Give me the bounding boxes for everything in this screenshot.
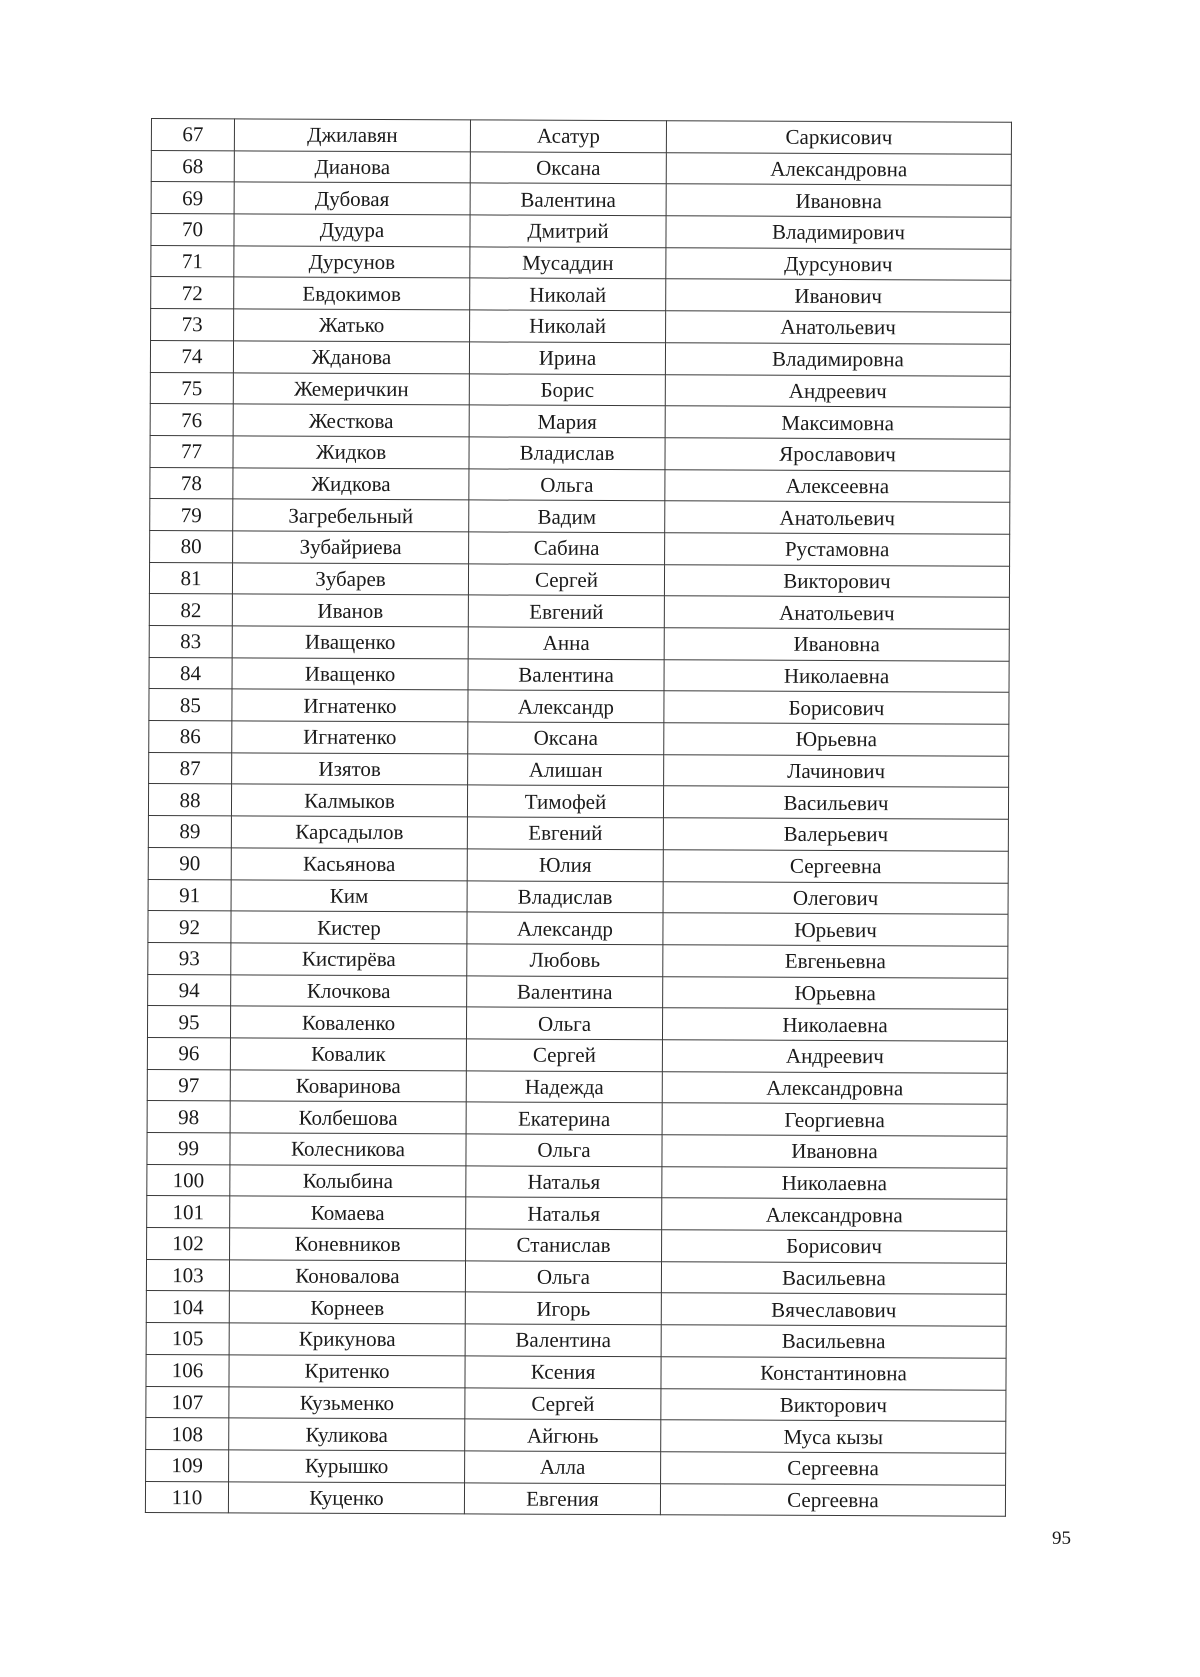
patronymic-cell: Ивановна (662, 1135, 1007, 1168)
surname-cell: Куценко (228, 1481, 464, 1514)
given-name-cell: Евгения (464, 1482, 660, 1515)
patronymic-cell: Юрьевна (663, 976, 1008, 1009)
given-name-cell: Анна (468, 627, 664, 660)
row-number-cell: 100 (147, 1164, 230, 1196)
patronymic-cell: Сергеевна (663, 850, 1008, 883)
patronymic-cell: Борисович (662, 1230, 1007, 1263)
table-row (151, 119, 1011, 154)
patronymic-cell: Сергеевна (660, 1483, 1005, 1516)
row-number-cell: 98 (147, 1101, 230, 1133)
given-name-cell: Дмитрий (470, 215, 666, 248)
patronymic-cell: Александровна (662, 1071, 1007, 1104)
row-number-cell: 88 (148, 784, 231, 816)
table-row (148, 879, 1008, 914)
given-name-cell: Мусаддин (470, 247, 666, 280)
patronymic-cell: Анатольевич (665, 501, 1010, 534)
given-name-cell: Борис (469, 373, 665, 406)
given-name-cell: Ольга (469, 468, 665, 501)
patronymic-cell: Ярославович (665, 438, 1010, 471)
surname-cell: Жидкова (233, 467, 469, 500)
table-row (146, 1354, 1006, 1389)
row-number-cell: 81 (149, 562, 232, 594)
table-row (151, 309, 1011, 344)
row-number-cell: 69 (151, 182, 234, 214)
surname-cell: Дианова (234, 151, 470, 184)
row-number-cell: 104 (146, 1291, 229, 1323)
given-name-cell: Станислав (466, 1229, 662, 1262)
surname-cell: Игнатенко (232, 689, 468, 722)
given-name-cell: Владислав (467, 880, 663, 913)
table-row (147, 1069, 1007, 1104)
surname-cell: Крикунова (229, 1323, 465, 1356)
given-name-cell: Николай (470, 310, 666, 343)
row-number-cell: 72 (151, 277, 234, 309)
patronymic-cell: Викторович (661, 1388, 1006, 1421)
patronymic-cell: Юрьевна (664, 723, 1009, 756)
row-number-cell: 76 (150, 404, 233, 436)
row-number-cell: 97 (147, 1069, 230, 1101)
given-name-cell: Евгений (468, 595, 664, 628)
surname-cell: Корнеев (229, 1291, 465, 1324)
table-row (149, 689, 1009, 724)
row-number-cell: 102 (147, 1228, 230, 1260)
table-row (150, 435, 1010, 470)
surname-cell: Дубовая (234, 182, 470, 215)
given-name-cell: Валентина (465, 1324, 661, 1357)
given-name-cell: Мария (469, 405, 665, 438)
patronymic-cell: Васильевна (661, 1261, 1006, 1294)
given-name-cell: Наталья (466, 1166, 662, 1199)
patronymic-cell: Александровна (662, 1198, 1007, 1231)
patronymic-cell: Андреевич (662, 1040, 1007, 1073)
patronymic-cell: Ивановна (664, 628, 1009, 661)
row-number-cell: 92 (148, 911, 231, 943)
table-row (147, 1132, 1007, 1167)
row-number-cell: 84 (149, 657, 232, 689)
surname-cell: Жидков (233, 436, 469, 469)
patronymic-cell: Сергеевна (661, 1452, 1006, 1485)
given-name-cell: Вадим (469, 500, 665, 533)
table-row (151, 214, 1011, 249)
table-row (150, 530, 1010, 565)
given-name-cell: Сергей (468, 564, 664, 597)
patronymic-cell: Владимирович (666, 216, 1011, 249)
given-name-cell: Алла (465, 1451, 661, 1484)
given-name-cell: Игорь (465, 1292, 661, 1325)
row-number-cell: 106 (146, 1354, 229, 1386)
table-row (148, 911, 1008, 946)
row-number-cell: 80 (150, 530, 233, 562)
row-number-cell: 68 (151, 150, 234, 182)
patronymic-cell: Евгеньевна (663, 945, 1008, 978)
surname-cell: Загребельный (233, 499, 469, 532)
table-row (148, 816, 1008, 851)
row-number-cell: 77 (150, 435, 233, 467)
given-name-cell: Любовь (467, 944, 663, 977)
table-row (147, 1037, 1007, 1072)
patronymic-cell: Олегович (663, 881, 1008, 914)
row-number-cell: 109 (146, 1449, 229, 1481)
given-name-cell: Асатур (470, 120, 666, 153)
row-number-cell: 87 (149, 752, 232, 784)
patronymic-cell: Николаевна (662, 1008, 1007, 1041)
row-number-cell: 90 (148, 847, 231, 879)
table-row (147, 1164, 1007, 1199)
table-row (149, 752, 1009, 787)
table-row (150, 499, 1010, 534)
page-number: 95 (1052, 1528, 1071, 1549)
given-name-cell: Оксана (470, 152, 666, 185)
patronymic-cell: Саркисович (666, 121, 1011, 154)
patronymic-cell: Алексеевна (665, 469, 1010, 502)
table-row (146, 1386, 1006, 1421)
surname-cell: Колыбина (230, 1165, 466, 1198)
patronymic-cell: Николаевна (662, 1166, 1007, 1199)
surname-cell: Клочкова (231, 974, 467, 1007)
surname-cell: Коновалова (229, 1260, 465, 1293)
table-row (149, 625, 1009, 660)
patronymic-cell: Вячеславович (661, 1293, 1006, 1326)
patronymic-cell: Ивановна (666, 184, 1011, 217)
row-number-cell: 86 (149, 721, 232, 753)
patronymic-cell: Валерьевич (663, 818, 1008, 851)
given-name-cell: Ольга (466, 1134, 662, 1167)
table-row (148, 942, 1008, 977)
table-row (150, 404, 1010, 439)
surname-cell: Иващенко (232, 626, 468, 659)
row-number-cell: 71 (151, 245, 234, 277)
surname-cell: Жесткова (233, 404, 469, 437)
given-name-cell: Ирина (469, 342, 665, 375)
table-row (148, 974, 1008, 1009)
patronymic-cell: Рустамовна (665, 533, 1010, 566)
patronymic-cell: Анатольевич (664, 596, 1009, 629)
row-number-cell: 101 (147, 1196, 230, 1228)
row-number-cell: 89 (148, 816, 231, 848)
row-number-cell: 91 (148, 879, 231, 911)
surname-cell: Ковалик (230, 1038, 466, 1071)
patronymic-cell: Васильевич (663, 786, 1008, 819)
given-name-cell: Сергей (466, 1039, 662, 1072)
surname-cell: Колесникова (230, 1133, 466, 1166)
row-number-cell: 79 (150, 499, 233, 531)
given-name-cell: Наталья (466, 1197, 662, 1230)
given-name-cell: Александр (468, 690, 664, 723)
patronymic-cell: Константиновна (661, 1357, 1006, 1390)
row-number-cell: 96 (147, 1037, 230, 1069)
given-name-cell: Ольга (466, 1007, 662, 1040)
surname-cell: Иващенко (232, 658, 468, 691)
surname-cell: Куликова (229, 1418, 465, 1451)
surname-cell: Дурсунов (234, 246, 470, 279)
surname-cell: Комаева (230, 1196, 466, 1229)
row-number-cell: 105 (146, 1323, 229, 1355)
given-name-cell: Алишан (468, 754, 664, 787)
given-name-cell: Валентина (467, 975, 663, 1008)
table-row (147, 1196, 1007, 1231)
patronymic-cell: Анатольевич (666, 311, 1011, 344)
table-row (151, 182, 1011, 217)
surname-cell: Игнатенко (232, 721, 468, 754)
patronymic-cell: Васильевна (661, 1325, 1006, 1358)
row-number-cell: 83 (149, 625, 232, 657)
surname-cell: Жатько (234, 309, 470, 342)
row-number-cell: 74 (150, 340, 233, 372)
surname-cell: Изятов (232, 753, 468, 786)
row-number-cell: 107 (146, 1386, 229, 1418)
patronymic-cell: Юрьевич (663, 913, 1008, 946)
given-name-cell: Валентина (468, 659, 664, 692)
table-row (145, 1481, 1005, 1516)
given-name-cell: Сергей (465, 1387, 661, 1420)
table-row (146, 1323, 1006, 1358)
surname-cell: Коваленко (230, 1006, 466, 1039)
surname-cell: Карсадылов (231, 816, 467, 849)
surname-cell: Курышко (229, 1450, 465, 1483)
patronymic-cell: Владимировна (665, 343, 1010, 376)
surname-cell: Кузьменко (229, 1386, 465, 1419)
surname-cell: Евдокимов (234, 277, 470, 310)
given-name-cell: Тимофей (467, 785, 663, 818)
given-name-cell: Валентина (470, 183, 666, 216)
patronymic-cell: Иванович (666, 279, 1011, 312)
given-name-cell: Екатерина (466, 1102, 662, 1135)
surname-cell: Калмыков (231, 784, 467, 817)
row-number-cell: 82 (149, 594, 232, 626)
table-row (148, 784, 1008, 819)
given-name-cell: Евгений (467, 817, 663, 850)
surname-cell: Джилавян (234, 119, 470, 152)
patronymic-cell: Андреевич (665, 374, 1010, 407)
names-table-body (145, 119, 1011, 1517)
given-name-cell: Ксения (465, 1356, 661, 1389)
table-row (148, 847, 1008, 882)
row-number-cell: 95 (147, 1006, 230, 1038)
table-row (151, 277, 1011, 312)
row-number-cell: 78 (150, 467, 233, 499)
row-number-cell: 85 (149, 689, 232, 721)
row-number-cell: 94 (148, 974, 231, 1006)
patronymic-cell: Дурсунович (666, 247, 1011, 280)
surname-cell: Кистирёва (231, 943, 467, 976)
given-name-cell: Николай (470, 278, 666, 311)
given-name-cell: Ольга (465, 1261, 661, 1294)
table-row (151, 150, 1011, 185)
given-name-cell: Оксана (468, 722, 664, 755)
surname-cell: Зубайриева (233, 531, 469, 564)
table-row (150, 372, 1010, 407)
patronymic-cell: Викторович (664, 564, 1009, 597)
given-name-cell: Юлия (467, 849, 663, 882)
surname-cell: Зубарев (232, 562, 468, 595)
patronymic-cell: Муса кызы (661, 1420, 1006, 1453)
patronymic-cell: Лачинович (664, 754, 1009, 787)
table-row (149, 657, 1009, 692)
row-number-cell: 99 (147, 1132, 230, 1164)
table-row (147, 1101, 1007, 1136)
patronymic-cell: Александровна (666, 152, 1011, 185)
patronymic-cell: Георгиевна (662, 1103, 1007, 1136)
row-number-cell: 75 (150, 372, 233, 404)
row-number-cell: 110 (145, 1481, 228, 1513)
patronymic-cell: Борисович (664, 691, 1009, 724)
surname-cell: Ким (231, 879, 467, 912)
table-row (150, 467, 1010, 502)
table-row (150, 340, 1010, 375)
row-number-cell: 73 (151, 309, 234, 341)
surname-cell: Коневников (230, 1228, 466, 1261)
surname-cell: Колбешова (230, 1101, 466, 1134)
surname-cell: Жданова (233, 341, 469, 374)
row-number-cell: 103 (146, 1259, 229, 1291)
surname-cell: Жемеричкин (233, 372, 469, 405)
row-number-cell: 70 (151, 214, 234, 246)
table-row (146, 1291, 1006, 1326)
table-row (147, 1228, 1007, 1263)
row-number-cell: 67 (151, 119, 234, 151)
patronymic-cell: Николаевна (664, 659, 1009, 692)
table-row (151, 245, 1011, 280)
surname-cell: Критенко (229, 1355, 465, 1388)
table-row (146, 1418, 1006, 1453)
given-name-cell: Надежда (466, 1071, 662, 1104)
surname-cell: Иванов (232, 594, 468, 627)
table-row (149, 562, 1009, 597)
row-number-cell: 93 (148, 942, 231, 974)
row-number-cell: 108 (146, 1418, 229, 1450)
surname-cell: Касьянова (231, 848, 467, 881)
table-row (146, 1259, 1006, 1294)
surname-cell: Коваринова (230, 1069, 466, 1102)
patronymic-cell: Максимовна (665, 406, 1010, 439)
given-name-cell: Александр (467, 912, 663, 945)
surname-cell: Кистер (231, 911, 467, 944)
table-row (146, 1449, 1006, 1484)
names-table (145, 118, 1012, 1517)
table-row (149, 594, 1009, 629)
surname-cell: Дудура (234, 214, 470, 247)
table-row (147, 1006, 1007, 1041)
given-name-cell: Владислав (469, 437, 665, 470)
given-name-cell: Айгюнь (465, 1419, 661, 1452)
given-name-cell: Сабина (469, 532, 665, 565)
table-row (149, 721, 1009, 756)
